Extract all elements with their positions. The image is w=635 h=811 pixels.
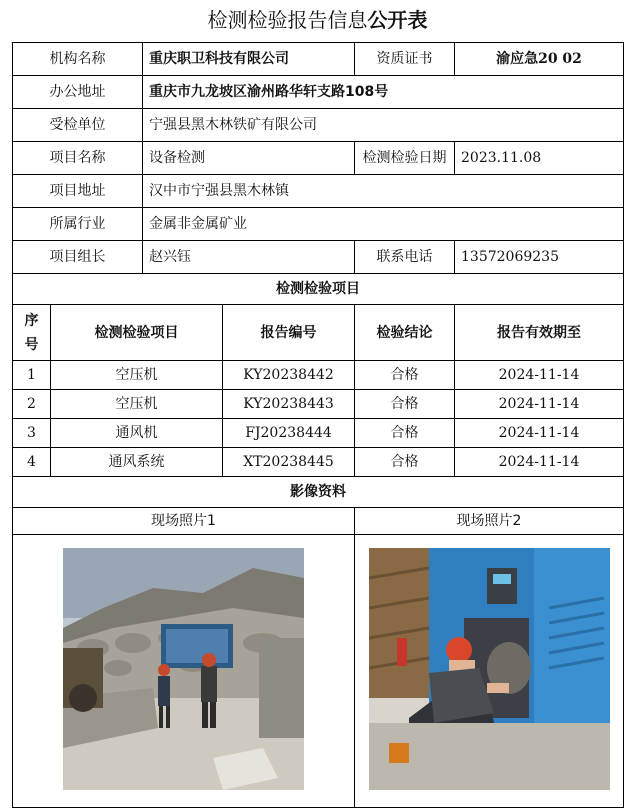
col-seq bbox=[13, 305, 51, 361]
row-seq: 1 bbox=[13, 361, 51, 390]
date-value: 2023.11.08 bbox=[455, 142, 624, 175]
row-item: 通风系统 bbox=[51, 448, 223, 477]
photo-2-cell bbox=[355, 535, 624, 808]
client-value: 宁强县黑木林铁矿有限公司 bbox=[143, 109, 624, 142]
row-result: 合格 bbox=[355, 390, 455, 419]
table-row bbox=[13, 448, 624, 477]
leader-label: 项目组长 bbox=[13, 241, 143, 274]
col-result: 检验结论 bbox=[355, 305, 455, 361]
report-table bbox=[12, 42, 624, 808]
table-row bbox=[13, 390, 624, 419]
row-result: 合格 bbox=[355, 448, 455, 477]
row-valid-until: 2024-11-14 bbox=[455, 419, 624, 448]
location-label: 项目地址 bbox=[13, 175, 143, 208]
page-title bbox=[0, 6, 635, 34]
row-report-no: FJ20238444 bbox=[223, 419, 355, 448]
title-bold: 公开表 bbox=[367, 8, 428, 32]
client-label: 受检单位 bbox=[13, 109, 143, 142]
row-item: 空压机 bbox=[51, 361, 223, 390]
site-photo-1-image bbox=[63, 548, 304, 790]
items-section-title: 检测检验项目 bbox=[13, 274, 624, 305]
row-report-no: XT20238445 bbox=[223, 448, 355, 477]
row-report-no: KY20238443 bbox=[223, 390, 355, 419]
col-item: 检测检验项目 bbox=[51, 305, 223, 361]
row-result: 合格 bbox=[355, 361, 455, 390]
table-row bbox=[13, 419, 624, 448]
cert-label: 资质证书 bbox=[355, 43, 455, 76]
images-section-title: 影像资料 bbox=[13, 477, 624, 508]
photo-2-label: 现场照片2 bbox=[355, 508, 624, 535]
date-label: 检测检验日期 bbox=[355, 142, 455, 175]
table-row bbox=[13, 361, 624, 390]
leader-value: 赵兴钰 bbox=[143, 241, 355, 274]
address-value: 重庆市九龙坡区渝州路华轩支路108号 bbox=[143, 76, 624, 109]
row-report-no: KY20238442 bbox=[223, 361, 355, 390]
col-seq-a: 序 bbox=[24, 312, 39, 329]
col-report-no: 报告编号 bbox=[223, 305, 355, 361]
row-seq: 4 bbox=[13, 448, 51, 477]
row-valid-until: 2024-11-14 bbox=[455, 361, 624, 390]
phone-label: 联系电话 bbox=[355, 241, 455, 274]
address-label: 办公地址 bbox=[13, 76, 143, 109]
location-value: 汉中市宁强县黑木林镇 bbox=[143, 175, 624, 208]
industry-value: 金属非金属矿业 bbox=[143, 208, 624, 241]
row-item: 空压机 bbox=[51, 390, 223, 419]
org-label: 机构名称 bbox=[13, 43, 143, 76]
row-valid-until: 2024-11-14 bbox=[455, 448, 624, 477]
title-normal: 检测检验报告信息 bbox=[207, 8, 368, 32]
photo-1-cell bbox=[13, 535, 355, 808]
industry-label: 所属行业 bbox=[13, 208, 143, 241]
col-valid-until: 报告有效期至 bbox=[455, 305, 624, 361]
project-label: 项目名称 bbox=[13, 142, 143, 175]
col-seq-b: 号 bbox=[24, 336, 39, 353]
project-value: 设备检测 bbox=[143, 142, 355, 175]
row-seq: 3 bbox=[13, 419, 51, 448]
row-valid-until: 2024-11-14 bbox=[455, 390, 624, 419]
site-photo-1 bbox=[63, 548, 304, 790]
photo-1-label: 现场照片1 bbox=[13, 508, 355, 535]
cert-value: 渝应急20 02 bbox=[455, 43, 624, 76]
row-result: 合格 bbox=[355, 419, 455, 448]
org-value: 重庆职卫科技有限公司 bbox=[143, 43, 355, 76]
row-item: 通风机 bbox=[51, 419, 223, 448]
row-seq: 2 bbox=[13, 390, 51, 419]
site-photo-2-image bbox=[369, 548, 610, 790]
phone-value: 13572069235 bbox=[455, 241, 624, 274]
site-photo-2 bbox=[369, 548, 610, 790]
